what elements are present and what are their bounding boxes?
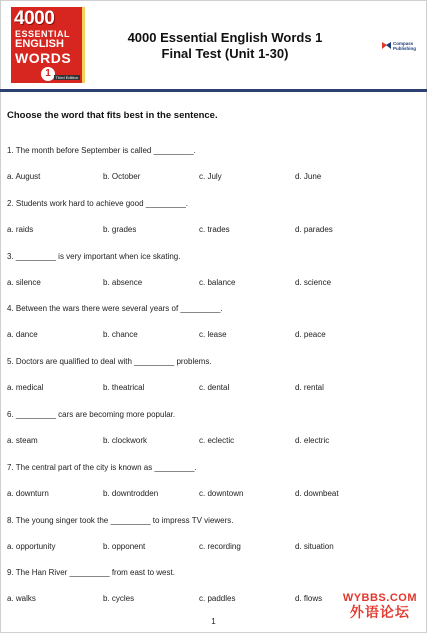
title-block: [106, 30, 344, 62]
options-row: [0, 172, 427, 184]
answer-option: d. flows: [295, 594, 323, 604]
answer-option: a. steam: [7, 436, 38, 445]
answer-option: d. downbeat: [295, 488, 339, 498]
watermark-url: WYBBS.COM: [342, 592, 417, 604]
answer-option: d. June: [295, 172, 322, 181]
answer-option: b. absence: [103, 277, 143, 287]
answer-option: b. October: [103, 172, 141, 181]
publisher-logo: [381, 40, 425, 54]
answer-option: a. walks: [7, 594, 36, 604]
answer-option: c. lease: [199, 330, 227, 340]
answer-option: d. science: [295, 277, 332, 287]
options-row: [0, 225, 427, 237]
answer-option: a. raids: [7, 224, 34, 234]
answer-option: d. rental: [295, 383, 324, 393]
instruction: Choose the word that fits best in the sentence.: [7, 110, 218, 121]
cover-edition: Third Edition: [55, 75, 78, 80]
answer-option: c. July: [199, 172, 222, 181]
page-subtitle: Final Test (Unit 1-30): [161, 46, 289, 61]
answer-option: c. recording: [199, 541, 241, 551]
header-rule: [0, 89, 427, 92]
options-row: [0, 278, 427, 290]
question-text: 7. The central part of the city is known as _________.: [7, 462, 197, 472]
book-cover-image: [11, 7, 85, 83]
options-row: [0, 330, 427, 342]
options-row: [0, 436, 427, 448]
options-row: [0, 489, 427, 501]
question-text: 3. _________ is very important when ice skating.: [7, 251, 181, 261]
answer-option: b. clockwork: [103, 436, 148, 445]
watermark-label: 外语论坛: [349, 604, 410, 620]
answer-option: a. downturn: [7, 488, 49, 498]
answer-option: b. theatrical: [103, 383, 145, 393]
header: [0, 0, 427, 92]
answer-option: c. trades: [199, 224, 230, 234]
options-row: [0, 383, 427, 395]
cover-line-essential: ESSENTIAL: [15, 29, 71, 39]
answer-option: d. peace: [295, 330, 326, 340]
page-number: 1: [211, 617, 216, 626]
question-text: 1. The month before September is called _________.: [7, 146, 196, 155]
question-text: 4. Between the wars there were several years of _________.: [7, 304, 223, 314]
question-text: 9. The Han River _________ from east to west.: [7, 568, 175, 578]
publisher-name: Compass Publishing: [393, 41, 416, 51]
answer-option: b. downtrodden: [103, 488, 159, 498]
cover-stripe: [82, 7, 85, 83]
answer-option: b. opponent: [103, 541, 146, 551]
question-text: 2. Students work hard to achieve good _________.: [7, 198, 189, 208]
answer-option: d. parades: [295, 224, 333, 234]
answer-option: d. electric: [295, 436, 330, 445]
cover-line-english: ENGLISH: [15, 38, 64, 50]
question-text: 5. Doctors are qualified to deal with _________ problems.: [7, 357, 212, 367]
page-title: 4000 Essential English Words 1: [127, 30, 323, 45]
answer-option: c. dental: [199, 383, 230, 393]
cover-volume-badge: 1: [41, 67, 55, 81]
answer-option: c. paddles: [199, 594, 236, 604]
watermark: [343, 592, 417, 620]
answer-option: b. chance: [103, 330, 138, 340]
question-text: 8. The young singer took the _________ to impress TV viewers.: [7, 515, 234, 525]
answer-option: a. opportunity: [7, 541, 56, 551]
answer-option: a. medical: [7, 383, 44, 393]
answer-option: b. grades: [103, 224, 137, 234]
options-row: [0, 542, 427, 554]
cover-line-words: WORDS: [15, 50, 72, 66]
answer-option: c. balance: [199, 277, 236, 287]
answer-option: c. eclectic: [199, 436, 235, 445]
compass-icon: [381, 40, 392, 51]
answer-option: a. August: [7, 172, 41, 181]
answer-option: a. dance: [7, 330, 38, 340]
question-text: 6. _________ cars are becoming more popular.: [7, 410, 176, 419]
answer-option: d. situation: [295, 541, 334, 551]
cover-number: 4000: [14, 8, 55, 29]
answer-option: b. cycles: [103, 594, 135, 604]
answer-option: a. silence: [7, 277, 41, 287]
answer-option: c. downtown: [199, 488, 244, 498]
